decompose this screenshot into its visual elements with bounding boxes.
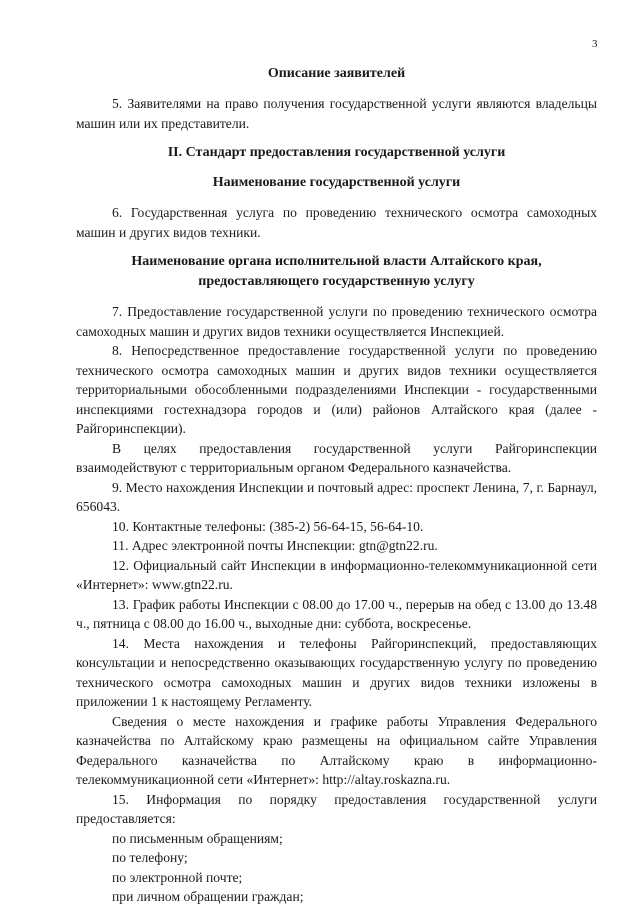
list-item-written: по письменным обращениям; [112,830,283,846]
list-item-in-person: при личном обращении граждан; [112,889,304,904]
section-heading-authority-line1: Наименование органа исполнительной власти Алтайского края, [131,254,542,269]
paragraph-8: 8. Непосредственное предоставление государственной услуги по проведению технического осмотра самоходных машин и других видов техники осуществляется территориальными обособленными подразделениями Инспекции - государственными инспекциями гостехнадзора городов и (или) районов Алтайского края (далее - Райгоринспекции). [76,343,597,436]
paragraph-15: 15. Информация по порядку предоставления государственной услуги предоставляется: [76,791,597,826]
section-heading-service-name: Наименование государственной услуги [212,175,461,190]
paragraph-11: 11. Адрес электронной почты Инспекции: gtn@gtn22.ru. [112,538,438,553]
paragraph-14: 14. Места нахождения и телефоны Райгоринспекций, предоставляющих консультации и непосредственно оказывающих государственную услугу по проведению технического осмотра самоходных машин и других видов техники изложены в приложении 1 к настоящему Регламенту. [76,635,597,709]
section-heading-authority-line2: предоставляющего государственную услугу [198,274,475,289]
list-item-email: по электронной почте; [112,869,243,885]
paragraph-8-continued: В целях предоставления государственной услуги Райгоринспекции взаимодействуют с территориальным органом Федерального казначейства. [76,440,597,475]
paragraph-14-continued: Сведения о месте нахождения и графике работы Управления Федерального казначейства по Алтайскому краю размещены на официальном сайте Управления Федерального казначейства по Алтайскому краю в информационно-телекоммуникационной сети «Интернет»: http://altay.roskazna.ru. [76,713,597,787]
paragraph-6: 6. Государственная услуга по проведению технического осмотра самоходных машин и других видов техники. [76,205,597,240]
paragraph-5: 5. Заявителями на право получения государственной услуги являются владельцы машин или их представители. [76,96,597,131]
section-heading-applicants: Описание заявителей [267,66,406,81]
paragraph-12: 12. Официальный сайт Инспекции в информационно-телекоммуникационной сети «Интернет»: www.gtn22.ru. [76,557,597,592]
page-number: 3 [592,38,598,50]
paragraph-7: 7. Предоставление государственной услуги по проведению технического осмотра самоходных машин и других видов техники осуществляется Инспекцией. [76,304,597,339]
list-item-phone: по телефону; [112,850,188,865]
paragraph-13: 13. График работы Инспекции с 08.00 до 17.00 ч., перерыв на обед с 13.00 до 13.48 ч., пятница с 08.00 до 16.00 ч., выходные дни: суббота, воскресенье. [76,596,597,631]
document-body [76,64,597,907]
paragraph-9: 9. Место нахождения Инспекции и почтовый адрес: проспект Ленина, 7, г. Барнаул, 656043. [76,479,597,514]
paragraph-10: 10. Контактные телефоны: (385-2) 56-64-15, 56-64-10. [112,518,424,534]
section-heading-standard: II. Стандарт предоставления государственной услуги [167,145,506,160]
